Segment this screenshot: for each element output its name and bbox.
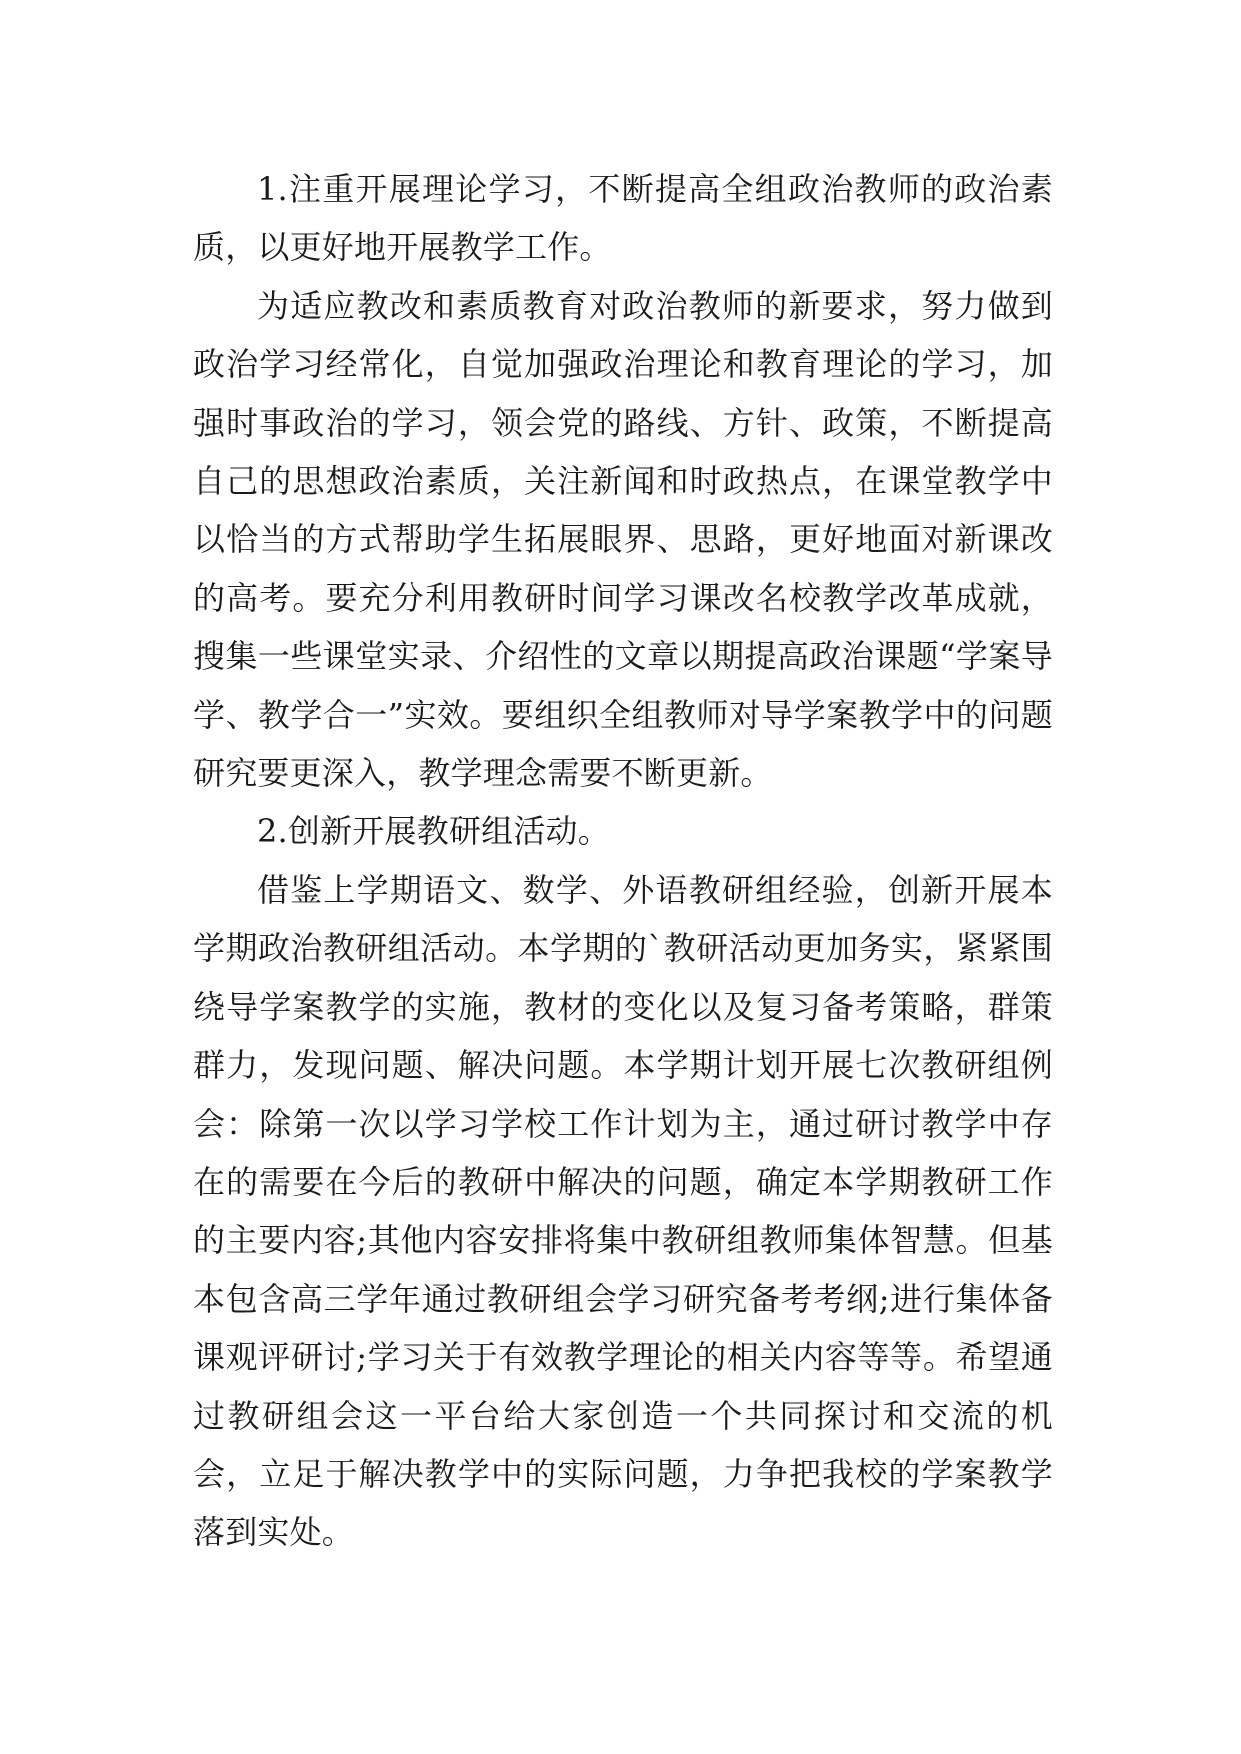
paragraph: 为适应教改和素质教育对政治教师的新要求，努力做到政治学习经常化，自觉加强政治理论和教育理论的学习，加强时事政治的学习，领会党的路线、方针、政策，不断提高自己的思想政治素质，关注新闻和时政热点，在课堂教学中以恰当的方式帮助学生拓展眼界、思路，更好地面对新课改的高考。要充分利用教研时间学习课改名校教学改革成就，搜集一些课堂实录、介绍性的文章以期提高政治课题“学案导学、教学合一”实效。要组织全组教师对导学案教学中的问题研究要更深入，教学理念需要不断更新。	[193, 286, 1053, 793]
document-body	[193, 160, 1053, 1562]
paragraph-heading-2: 2.创新开展教研组活动。	[257, 812, 610, 851]
paragraph-heading-1: 1.注重开展理论学习，不断提高全组政治教师的政治素质，以更好地开展教学工作。	[193, 170, 1053, 267]
paragraph: 借鉴上学期语文、数学、外语教研组经验，创新开展本学期政治教研组活动。本学期的`教研活动更加务实，紧紧围绕导学案教学的实施，教材的变化以及复习备考策略，群策群力，发现问题、解决问题。本学期计划开展七次教研组例会：除第一次以学习学校工作计划为主，通过研讨教学中存在的需要在今后的教研中解决的问题，确定本学期教研工作的主要内容;其他内容安排将集中教研组教师集体智慧。但基本包含高三学年通过教研组会学习研究备考考纲;进行集体备课观评研讨;学习关于有效教学理论的相关内容等等。希望通过教研组会这一平台给大家创造一个共同探讨和交流的机会，立足于解决教学中的实际问题，力争把我校的学案教学落到实处。	[193, 870, 1053, 1552]
